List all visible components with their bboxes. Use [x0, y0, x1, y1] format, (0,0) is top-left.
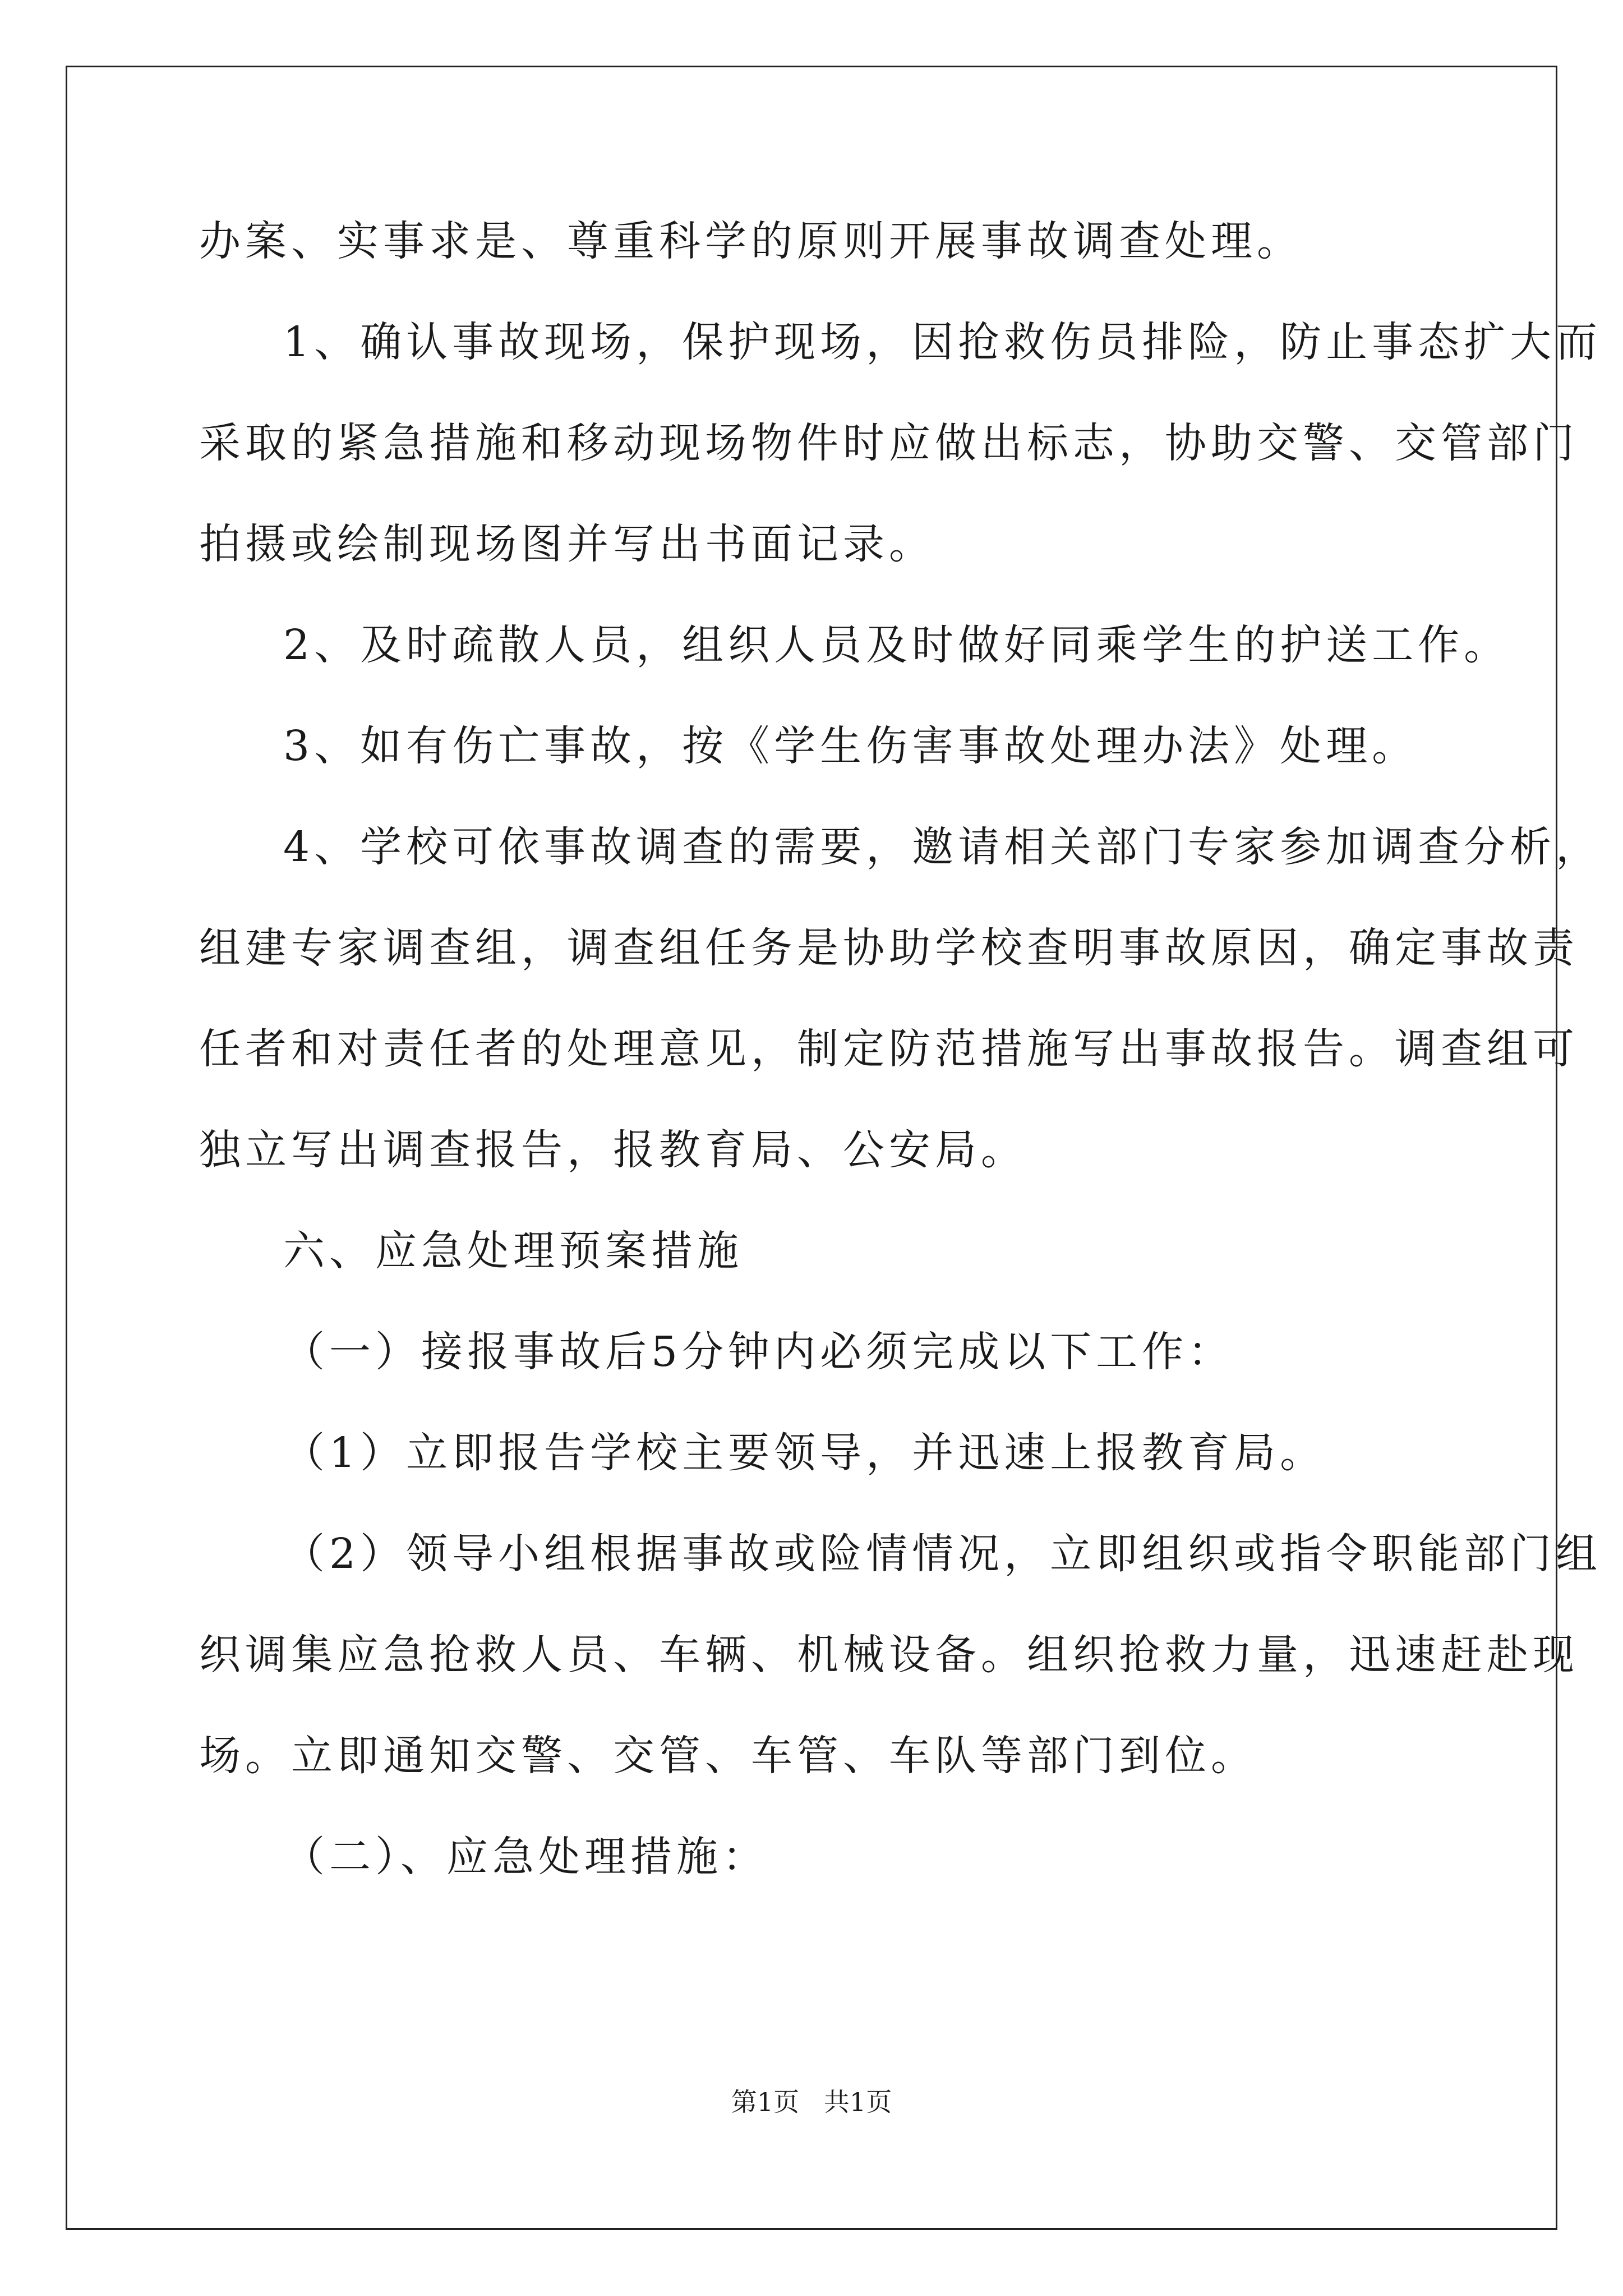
text-line-5: 2、及时疏散人员，组织人员及时做好同乘学生的护送工作。 [283, 621, 1510, 669]
text-line-9: 任者和对责任者的处理意见，制定防范措施写出事故报告。调查组可 [199, 1025, 1579, 1073]
text-line-17: （二）、应急处理措施： [283, 1833, 768, 1881]
section-heading: 六、应急处理预案措施 [283, 1227, 743, 1275]
text-line-16: 场。立即通知交警、交管、车管、车队等部门到位。 [199, 1732, 1257, 1780]
text-line-6: 3、如有伤亡事故，按《学生伤害事故处理办法》处理。 [283, 722, 1418, 770]
text-line-2: 1、确认事故现场，保护现场，因抢救伤员排险，防止事态扩大而 [283, 318, 1602, 366]
text-line-13: （1）立即报告学校主要领导，并迅速上报教育局。 [283, 1429, 1326, 1477]
page-footer: 第1页 共1页 [731, 2087, 892, 2117]
text-line-10: 独立写出调查报告，报教育局、公安局。 [199, 1126, 1027, 1174]
text-line-12: （一）接报事故后5分钟内必须完成以下工作： [283, 1328, 1234, 1376]
text-line-15: 织调集应急抢救人员、车辆、机械设备。组织抢救力量，迅速赶赴现 [199, 1631, 1579, 1679]
text-line-14: （2）领导小组根据事故或险情情况，立即组织或指令职能部门组 [283, 1530, 1602, 1578]
text-line-4: 拍摄或绘制现场图并写出书面记录。 [199, 520, 935, 568]
text-line-7: 4、学校可依事故调查的需要，邀请相关部门专家参加调查分析， [283, 823, 1602, 871]
text-line-3: 采取的紧急措施和移动现场物件时应做出标志，协助交警、交管部门 [199, 419, 1579, 467]
text-line-8: 组建专家调查组，调查组任务是协助学校查明事故原因，确定事故责 [199, 924, 1579, 972]
text-line-1: 办案、实事求是、尊重科学的原则开展事故调查处理。 [199, 217, 1303, 265]
